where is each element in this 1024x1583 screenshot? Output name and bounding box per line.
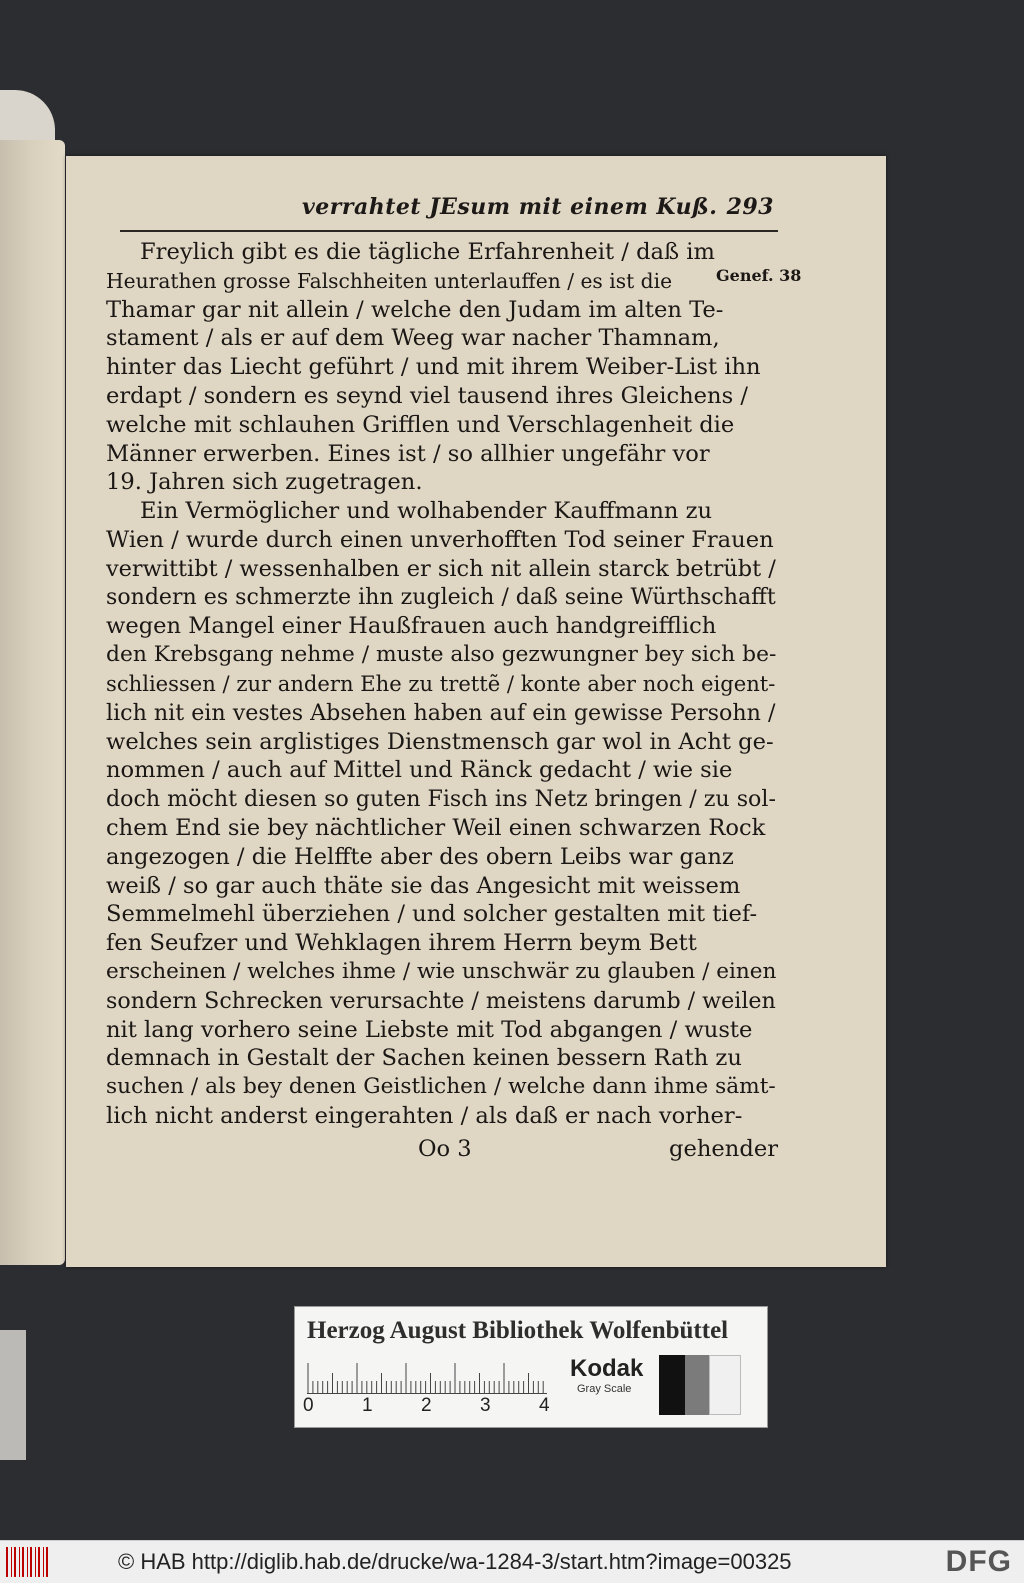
catchword: gehender	[669, 1136, 778, 1162]
page-number: 293	[726, 194, 774, 220]
text-line: Heurathen grosse Falschheiten unterlauffen / es ist die	[106, 268, 673, 293]
left-tab-fragment	[0, 1330, 26, 1460]
text-line: lich nit ein vestes Absehen haben auf ein gewisse Persohn /	[106, 699, 776, 726]
text-line: Männer erwerben. Eines ist / so allhier ungefähr vor	[106, 440, 710, 467]
text-line: erdapt / sondern es seynd viel tausend ihres Gleichens /	[106, 382, 748, 409]
text-line: doch möcht diesen so guten Fisch ins Netz bringen / zu sol-	[106, 786, 776, 813]
margin-note: Genef. 38	[716, 266, 802, 285]
text-line: nit lang vorhero seine Liebste mit Tod abgangen / wuste	[106, 1016, 753, 1043]
text-line: fen Seufzer und Wehklagen ihrem Herrn beym Bett	[106, 930, 697, 957]
footer-bar	[0, 1540, 1024, 1583]
ruler-number: 0	[303, 1395, 314, 1416]
text-line: Freylich gibt es die tägliche Erfahrenheit / daß im	[140, 239, 715, 265]
white-patch	[709, 1355, 741, 1415]
text-line: sondern es schmerzte ihn zugleich / daß seine Würthschafft	[106, 584, 776, 610]
ruler-number: 2	[421, 1395, 432, 1416]
text-line: schliessen / zur andern Ehe zu trettẽ / konte aber noch eigent-	[106, 670, 776, 696]
text-line: nommen / auch auf Mittel und Ränck gedacht / wie sie	[106, 757, 733, 784]
text-line: welche mit schlauhen Grifflen und Verschlagenheit die	[106, 411, 735, 438]
library-name: Herzog August Bibliothek Wolfenbüttel	[307, 1317, 729, 1344]
text-line: angezogen / die Helffte aber des obern Leibs war ganz	[106, 843, 734, 870]
text-line: wegen Mangel einer Haußfrauen auch handgreifflich	[106, 613, 717, 640]
copyright-url: © HAB http://diglib.hab.de/drucke/wa-1284-3/start.htm?image=00325	[118, 1549, 792, 1574]
text-line: Ein Vermöglicher und wolhabender Kauffmann zu	[140, 498, 713, 525]
text-line: Thamar gar nit allein / welche den Judam im alten Te-	[106, 296, 724, 323]
ruler-number: 1	[362, 1395, 373, 1416]
text-line: erscheinen / welches ihme / wie unschwär zu glauben / einen	[106, 958, 777, 984]
dfg-logo: DFG	[945, 1545, 1012, 1578]
text-line: verwittibt / wessenhalben er sich nit allein starck betrübt /	[106, 555, 776, 582]
head-rule	[120, 230, 778, 232]
text-line: weiß / so gar auch thäte sie das Angesicht mit weissem	[106, 872, 741, 899]
text-line: welches sein arglistiges Dienstmensch gar wol in Acht ge-	[106, 728, 774, 755]
text-line: stament / als er auf dem Weeg war nacher Thamnam,	[106, 325, 720, 352]
ruler-number: 3	[480, 1395, 491, 1416]
kodak-logo: Kodak	[570, 1355, 644, 1382]
text-line: sondern Schrecken verursachte / meistens darumb / weilen	[106, 987, 776, 1014]
ruler	[307, 1359, 547, 1394]
gray-patch	[685, 1355, 709, 1415]
text-line: Wien / wurde durch einen unverhofften Tod seiner Frauen	[106, 526, 774, 553]
text-line: chem End sie bey nächtlicher Weil einen schwarzen Rock	[106, 814, 766, 841]
ruler-number: 4	[539, 1395, 550, 1416]
running-head-title: verrahtet JEsum mit einem Kuß.	[302, 194, 718, 220]
text-line: hinter das Liecht geführt / und mit ihrem Weiber-List ihn	[106, 354, 761, 381]
body-text	[106, 238, 776, 1131]
gray-scale-label: Gray Scale	[577, 1383, 632, 1395]
text-line: demnach in Gestalt der Sachen keinen bessern Rath zu	[106, 1045, 742, 1072]
book-page	[66, 156, 886, 1267]
text-line: suchen / als bey denen Geistlichen / welche dann ihme sämt-	[106, 1074, 776, 1100]
left-page-fragment	[0, 140, 65, 1265]
text-line: 19. Jahren sich zugetragen.	[106, 469, 423, 496]
color-target-card	[294, 1306, 768, 1428]
text-line: lich nicht anderst eingerahten / als daß er nach vorher-	[106, 1102, 743, 1129]
text-line: den Krebsgang nehme / muste also gezwungner bey sich be-	[106, 642, 777, 668]
black-patch	[659, 1355, 685, 1415]
text-line: Semmelmehl überziehen / und solcher gestalten mit tief-	[106, 901, 758, 928]
signature-mark: Oo 3	[418, 1136, 472, 1162]
barcode-icon	[6, 1547, 50, 1577]
